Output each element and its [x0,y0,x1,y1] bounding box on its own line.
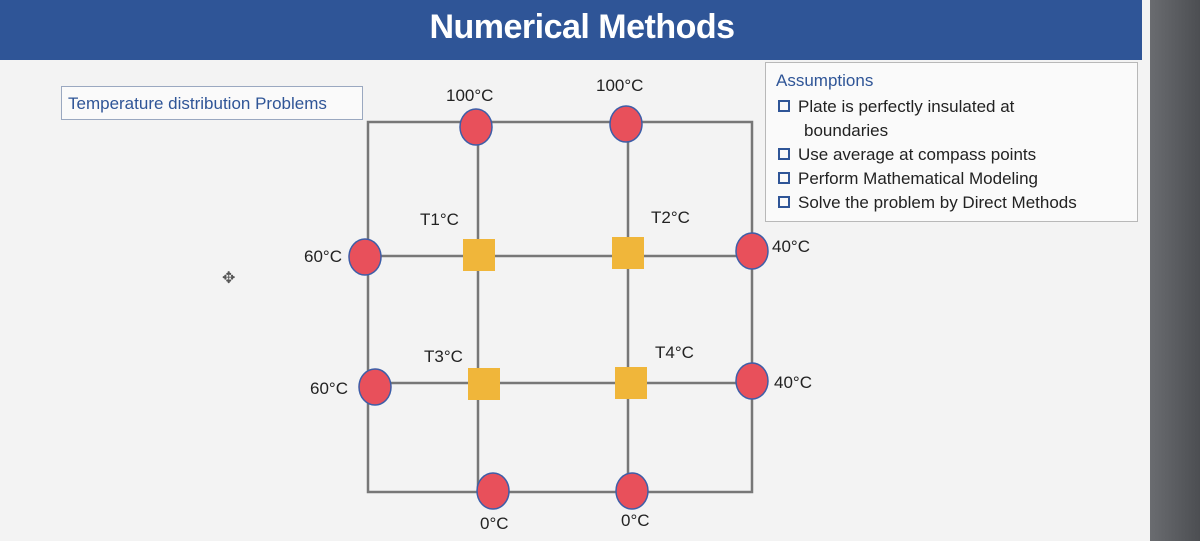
label-t4: T4°C [655,343,694,362]
move-cursor-icon: ✥ [222,270,236,287]
label-left-lower: 60°C [310,379,348,398]
node-right-lower [736,363,768,399]
label-right-lower: 40°C [774,373,812,392]
plate-outline [368,122,752,492]
node-bottom-left [477,473,509,509]
node-top-right [610,106,642,142]
node-right-upper [736,233,768,269]
label-t2: T2°C [651,208,690,227]
monitor-bezel [1150,0,1200,541]
assumption-item: Solve the problem by Direct Methods [776,191,1137,215]
topic-label: Temperature distribution Problems [61,86,363,120]
label-t1: T1°C [420,210,459,229]
label-bottom-left: 0°C [480,514,509,533]
node-t3 [468,368,500,400]
node-top-left [460,109,492,145]
label-bottom-right: 0°C [621,511,650,530]
label-top-right: 100°C [596,76,644,95]
node-bottom-right [616,473,648,509]
node-t4 [615,367,647,399]
assumption-item: Perform Mathematical Modeling [776,167,1137,191]
node-t1 [463,239,495,271]
assumptions-heading: Assumptions [776,71,874,90]
label-left-upper: 60°C [304,247,342,266]
node-left-upper [349,239,381,275]
assumption-item: Use average at compass points [776,143,1137,167]
label-right-upper: 40°C [772,237,810,256]
label-t3: T3°C [424,347,463,366]
slide-title: Numerical Methods [429,8,735,46]
assumption-item: Plate is perfectly insulated at [776,95,1137,119]
label-top-left: 100°C [446,86,494,105]
node-left-lower [359,369,391,405]
node-t2 [612,237,644,269]
assumption-item-continued: boundaries [804,121,889,140]
